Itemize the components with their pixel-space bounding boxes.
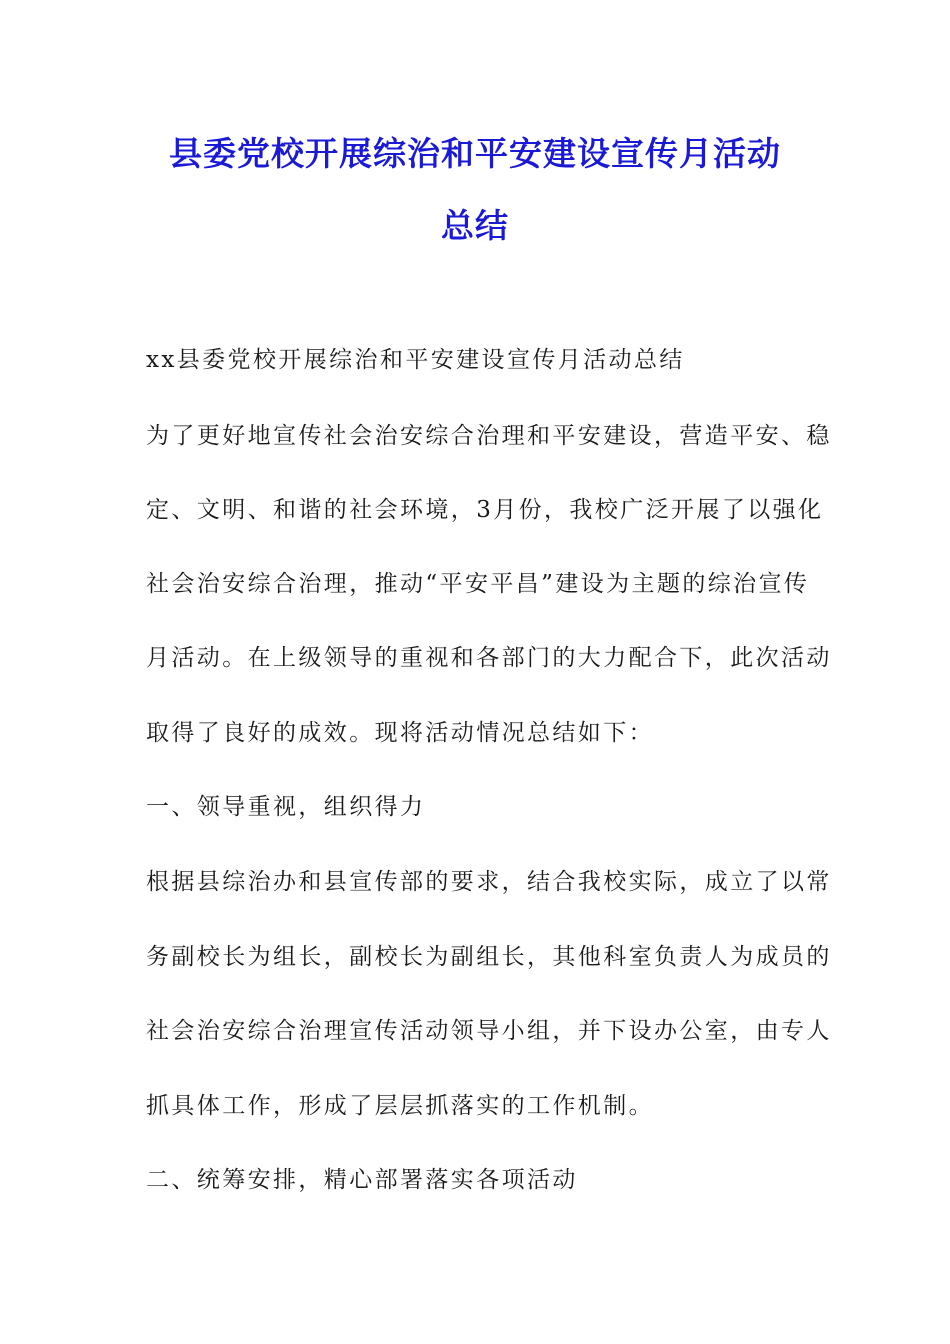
body-line: 社会治安综合治理宣传活动领导小组，并下设办公室，由专人 [146, 1018, 832, 1044]
body-line: 根据县综治办和县宣传部的要求，结合我校实际，成立了以常 [146, 869, 832, 895]
body-line: 取得了良好的成效。现将活动情况总结如下： [146, 720, 654, 746]
body-line: 务副校长为组长，副校长为副组长，其他科室负责人为成员的 [146, 944, 832, 970]
document-title-line-2: 总结 [441, 206, 509, 245]
section-heading: 一、领导重视，组织得力 [146, 794, 426, 820]
body-line: 为了更好地宣传社会治安综合治理和平安建设，营造平安、稳 [146, 423, 832, 449]
body-line: 定、文明、和谐的社会环境，3月份，我校广泛开展了以强化 [146, 497, 824, 523]
body-line: 月活动。在上级领导的重视和各部门的大力配合下，此次活动 [146, 645, 832, 671]
body-line: 社会治安综合治理，推动“平安平昌”建设为主题的综治宣传 [146, 571, 810, 597]
document-title-line-1: 县委党校开展综治和平安建设宣传月活动 [169, 134, 781, 173]
body-line: 抓具体工作，形成了层层抓落实的工作机制。 [146, 1093, 654, 1119]
section-heading: 二、统筹安排，精心部署落实各项活动 [146, 1167, 578, 1193]
subtitle-line: xx县委党校开展综治和平安建设宣传月活动总结 [146, 347, 685, 373]
